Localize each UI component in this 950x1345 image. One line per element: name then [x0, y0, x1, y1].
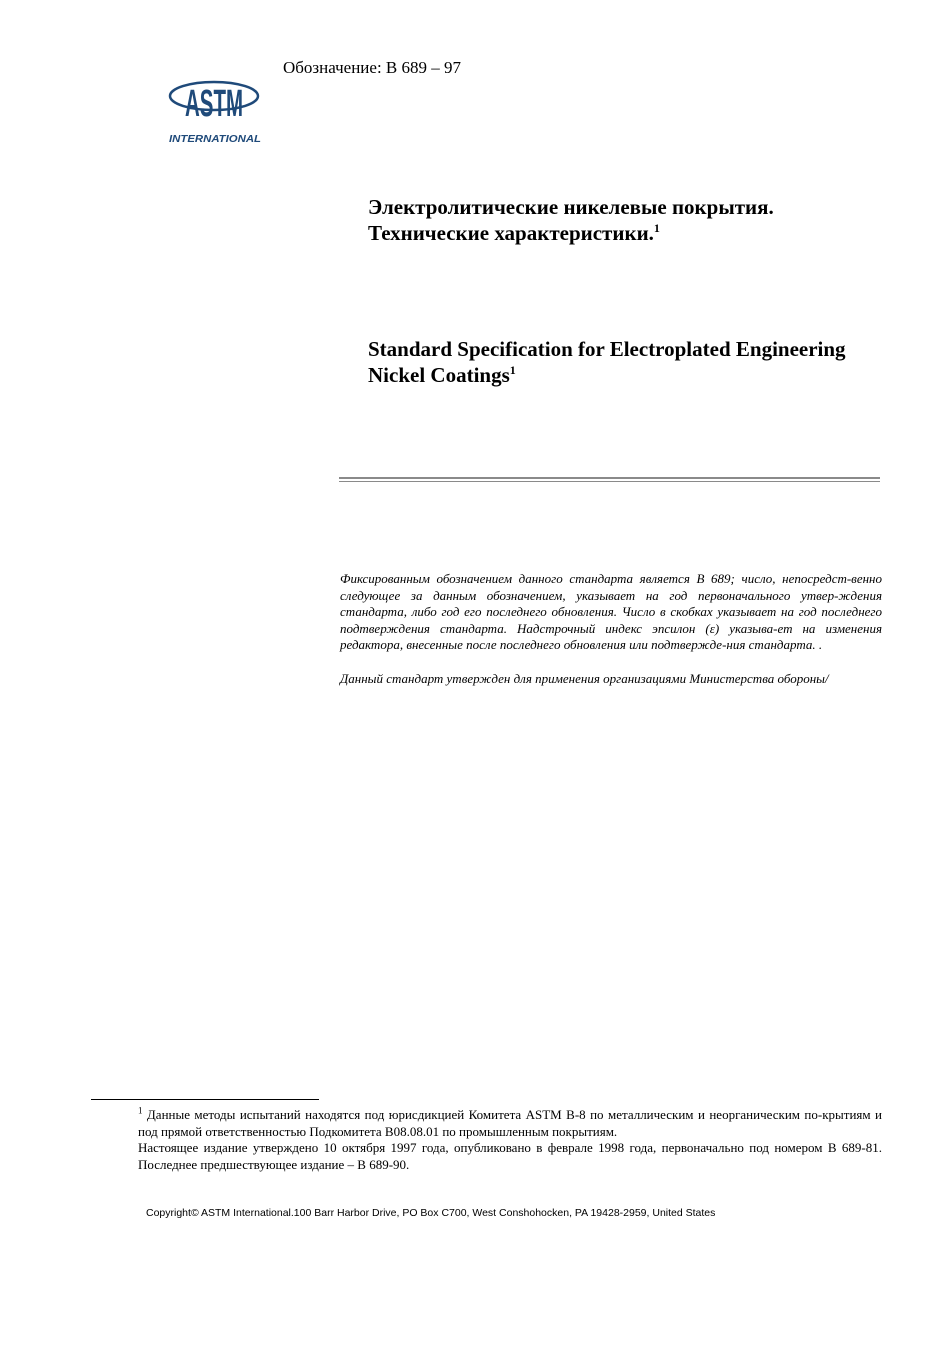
logo-letters: ASTM	[185, 83, 243, 125]
title-english-line1: Standard Specification for Electroplated Engineering	[368, 337, 846, 361]
title-english-footnote-mark: 1	[509, 363, 516, 377]
footnote-separator	[91, 1099, 319, 1100]
footnote-line1	[138, 1107, 882, 1140]
astm-logo	[166, 56, 264, 148]
copyright-notice: Copyright© ASTM International.100 Barr Harbor Drive, PO Box C700, West Conshohocken, PA 19428-2959, United States	[146, 1207, 716, 1219]
title-english-line2	[368, 362, 928, 388]
title-russian	[368, 194, 908, 246]
footnote-line1-text: Данные методы испытаний находятся под юрисдикцией Комитета ASTM B-8 по металлическим и неорганическим по-крытиям и под прямой ответственностью Подкомитета B08.08.01 по промышленным покрытиям.	[138, 1107, 882, 1139]
logo-tagline: INTERNATIONAL	[169, 134, 261, 145]
title-russian-line2	[368, 220, 908, 246]
standard-designation: Обозначение: B 689 – 97	[283, 58, 462, 77]
title-russian-line2-text: Технические характеристики.	[368, 221, 654, 245]
title-russian-line1: Электролитические никелевые покрытия.	[368, 195, 774, 219]
footnote	[138, 1107, 882, 1173]
title-divider-top	[339, 477, 880, 479]
footnote-mark: 1	[138, 1105, 143, 1116]
approval-note: Данный стандарт утвержден для применения организациями Министерства обороны/	[340, 671, 829, 686]
title-english-line2-text: Nickel Coatings	[368, 363, 510, 387]
footnote-line2: Настоящее издание утверждено 10 октября 1997 года, опубликовано в феврале 1998 года, первоначально под номером B 689-81. Последнее предшествующее издание – B 689-90.	[138, 1140, 882, 1172]
title-english	[368, 336, 928, 388]
astm-logo-graphic	[166, 56, 264, 148]
title-russian-footnote-mark: 1	[653, 221, 660, 235]
title-divider-bottom	[339, 481, 880, 482]
designation-note: Фиксированным обозначением данного стандарта является B 689; число, непосредст-венно следующее за данным обозначением, указывает на год первоначального утвер-ждения стандарта, либо год его последнего обновления. Число в скобках указывает на год последнего подтверждения стандарта. Надстрочный индекс эпсилон (ε) указыва-ет на изменения редактора, внесенные после последнего обновления или подтвержде-ния стандарта. .	[340, 571, 882, 652]
